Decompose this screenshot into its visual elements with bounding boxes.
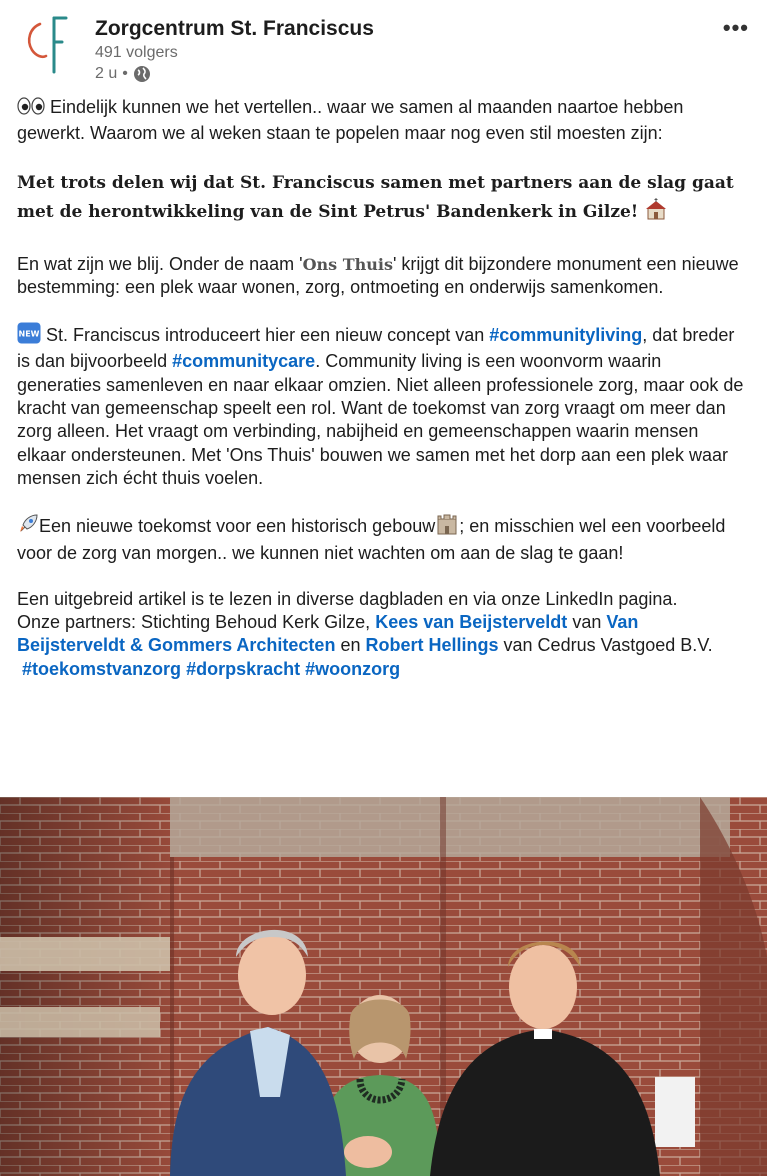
partners-text-b: van (572, 612, 602, 633)
paragraph-announcement (17, 169, 749, 230)
intro-text: Eindelijk kunnen we het vertellen.. waar we samen al maanden naartoe hebben gewerkt. Waarom we al weken staan te popelen maar nog even stil moesten zijn: (17, 97, 684, 144)
eyes-icon (17, 96, 45, 122)
hashtag-woonzorg[interactable]: #woonzorg (305, 658, 401, 679)
church-icon (644, 198, 668, 230)
post-body (17, 96, 749, 681)
partners-text-c: en (340, 635, 361, 656)
future-text-b: ; en misschien wel een voorbeeld voor de zorg van morgen.. we kunnen niet wachten om aan de slag te gaan! (17, 516, 726, 563)
paragraph-intro (17, 96, 749, 146)
concept-text-c: . Community living is een woonvorm waarin generaties samenleven en naar elkaar omzien. Niet alleen professionele zorg, maar ook de kracht van gemeenschap speelt een rol. Want de toekomst van zorg vraagt om meer dan zorg alleen. Het vraagt om verbinding, nabijheid en gemeenschappen waarin mensen elkaar ondersteunen. Met 'Ons Thuis' bouwen we samen met het dorp aan een plek waar mensen zich écht thuis voelen. (17, 351, 744, 488)
ons-thuis-text-b: ' krijgt dit bijzondere monument een nieuwe bestemming: een plek waar wonen, zorg, ontmoeting en onderwijs samenkomen. (17, 253, 739, 297)
mention-architecten[interactable]: Van Beijsterveldt & Gommers Architecten (17, 612, 639, 656)
partners-text-a: Onze partners: Stichting Behoud Kerk Gilze, (17, 612, 371, 633)
mention-kees-van-beijsterveldt[interactable]: Kees van Beijsterveldt (375, 612, 568, 633)
paragraph-ons-thuis (17, 253, 749, 300)
organization-name[interactable]: Zorgcentrum St. Franciscus (95, 17, 374, 40)
paragraph-future (17, 513, 749, 565)
post-photo[interactable] (0, 797, 767, 1176)
castle-icon (435, 513, 459, 541)
globe-icon (133, 65, 151, 83)
paragraph-concept (17, 322, 749, 490)
post-time: 2 u (95, 65, 118, 82)
svg-text:NEW: NEW (18, 329, 40, 339)
mention-robert-hellings[interactable]: Robert Hellings (365, 635, 499, 656)
article-text: Een uitgebreid artikel is te lezen in diverse dagbladen en via onze LinkedIn pagina. (17, 588, 678, 609)
paragraph-article (17, 588, 749, 611)
meta-separator: • (122, 65, 128, 82)
hashtag-toekomstvanzorg[interactable]: #toekomstvanzorg (22, 658, 182, 679)
hashtag-communitycare[interactable]: #communitycare (172, 351, 316, 372)
ons-thuis-text-a: En wat zijn we blij. Onder de naam ' (17, 253, 303, 274)
paragraph-partners (17, 611, 749, 681)
post-header (0, 0, 767, 90)
announcement-text: Met trots delen wij dat St. Franciscus samen met partners aan de slag gaat met de herontwikkeling van de Sint Petrus' Bandenkerk in Gilze! (17, 172, 734, 222)
ons-thuis-name: Ons Thuis (302, 254, 393, 274)
concept-text-a: St. Franciscus introduceert hier een nieuw concept van (46, 325, 485, 346)
rocket-icon (17, 513, 39, 541)
hashtag-communityliving[interactable]: #communityliving (489, 325, 643, 346)
post-meta (95, 65, 151, 83)
more-options-button[interactable]: ••• (722, 15, 749, 40)
concept-text-b: , dat breder is dan bijvoorbeeld (17, 325, 735, 372)
follower-count: 491 volgers (95, 44, 178, 61)
new-badge-icon (17, 322, 41, 350)
organization-logo[interactable] (18, 12, 78, 78)
hashtag-dorpskracht[interactable]: #dorpskracht (186, 658, 301, 679)
partners-text-d: van Cedrus Vastgoed B.V. (503, 635, 713, 656)
future-text-a: Een nieuwe toekomst voor een historisch gebouw (39, 516, 436, 537)
photo-illustration (0, 797, 767, 1176)
